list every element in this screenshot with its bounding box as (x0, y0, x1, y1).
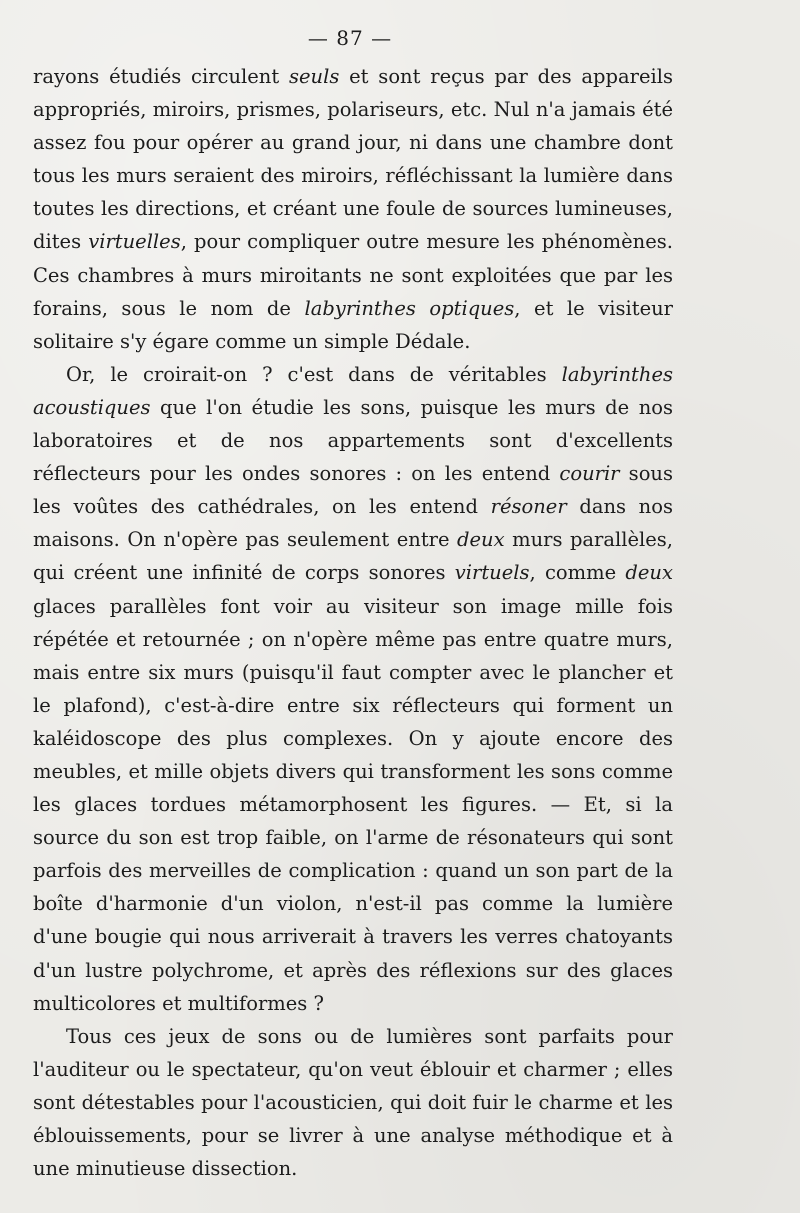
paragraph (33, 358, 673, 1020)
text-run: , pour compliquer outre mesure les phénomènes. Ces chambres à murs miroitants ne sont exploitées que par les forains, sous le nom de (33, 230, 673, 320)
italic-text: virtuelles (88, 230, 181, 254)
text-run: rayons étudiés circulent (33, 65, 289, 88)
text-run: sous les voûtes des cathédrales, on les entend (33, 462, 673, 519)
text-run: murs parallèles, qui créent une infinité de corps sonores (33, 528, 674, 585)
italic-text: virtuels (454, 561, 530, 585)
body-text (33, 60, 673, 1185)
italic-text: labyrinthes acoustiques (33, 362, 673, 419)
text-run: que l'on étudie les sons, puisque les murs de nos laboratoires et de nos appartements sont d'excellents réflecteurs pour les ondes sonores : on les entend (33, 395, 673, 486)
text-run: Tous ces jeux de sons ou de lumières sont parfaits pour l'auditeur ou le spectateur, qu'on veut éblouir et charmer ; elles sont détestables pour l'acousticien, qui doit fuir le charme et les éblouissements, pour se livrer à une analyse méthodique et à une minutieuse dissection. (33, 1024, 673, 1181)
italic-text: courir (559, 462, 620, 486)
italic-text: labyrinthes optiques (304, 296, 515, 320)
text-run: dans nos maisons. On n'opère pas seulement entre (33, 495, 673, 552)
text-run: , comme (529, 561, 626, 585)
text-run: Or, le croirait-on ? c'est dans de véritables (66, 362, 562, 386)
paragraph (33, 1020, 673, 1185)
text-run: , et le visiteur solitaire s'y égare comme un simple Dédale. (33, 296, 673, 353)
italic-text: deux (625, 561, 673, 585)
text-run: et sont reçus par des appareils appropriés, miroirs, prismes, polariseurs, etc. Nul n'a jamais été assez fou pour opérer au grand jour, ni dans une chambre dont tous les murs seraient des miroirs, réfléchissant la lumière dans toutes les directions, et créant une foule de sources lumineuses, dites (33, 65, 673, 254)
italic-text: seuls (288, 65, 340, 88)
paragraph (33, 60, 673, 358)
text-run: glaces parallèles font voir au visiteur son image mille fois répétée et retournée ; on n'opère même pas entre quatre murs, mais entre six murs (puisqu'il faut compter avec le plancher et le plafond), c'est-à-dire entre six réflecteurs qui forment un kaléidoscope des plus complexes. On y ajoute encore des meubles, et mille objets divers qui transforment les sons comme les glaces tordues métamorphosent les figures. — Et, si la source du son est trop faible, on l'arme de résonateurs qui sont parfois des merveilles de complication : quand un son part de la boîte d'harmonie d'un violon, n'est-il pas comme la lumière d'une bougie qui nous arriverait à travers les verres chatoyants d'un lustre polychrome, et après des réflexions sur des glaces multicolores et multiformes ? (33, 594, 673, 1015)
italic-text: résoner (490, 495, 567, 519)
italic-text: deux (457, 528, 505, 552)
page-number: — 87 — (307, 26, 393, 50)
